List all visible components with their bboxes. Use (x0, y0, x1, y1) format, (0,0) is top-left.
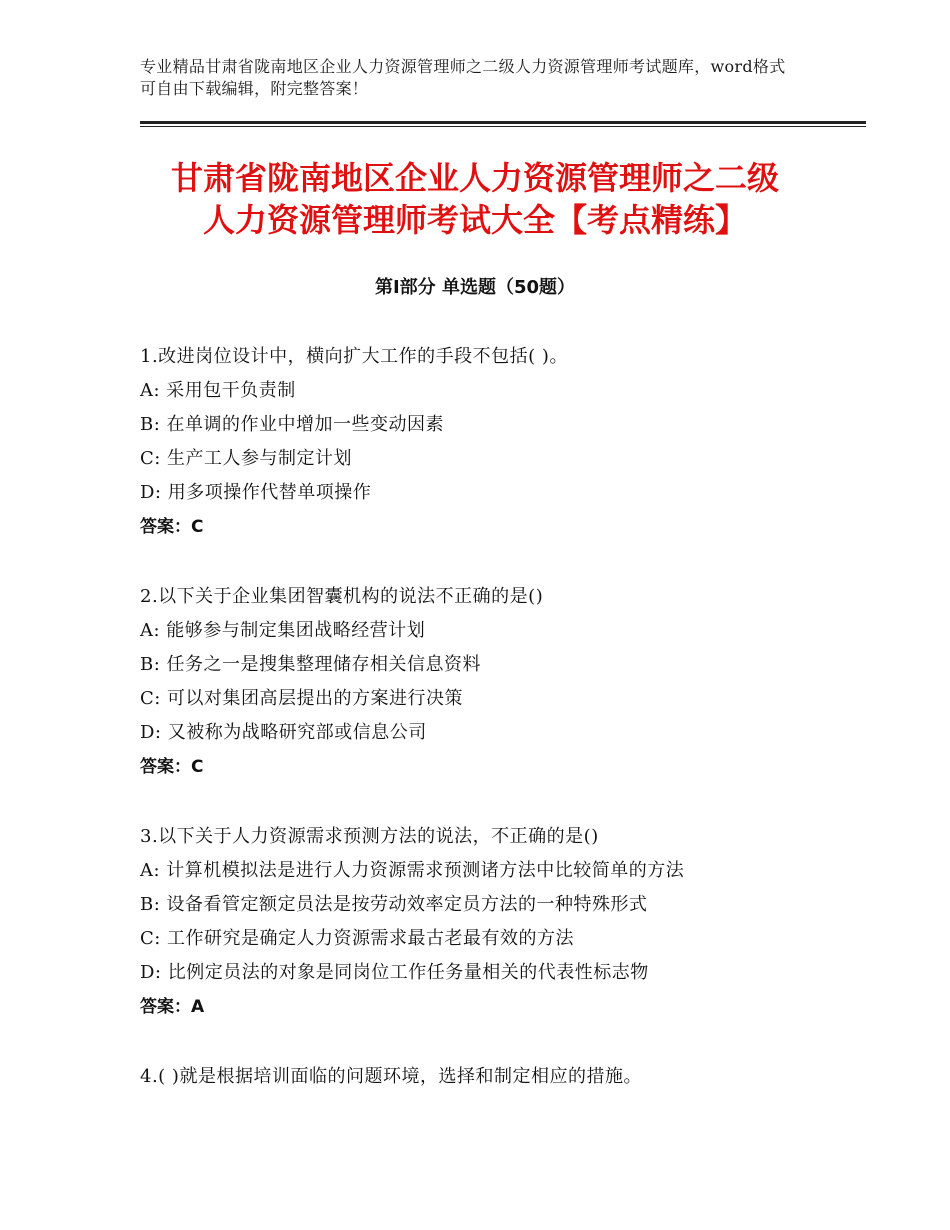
header-note: 专业精品甘肃省陇南地区企业人力资源管理师之二级人力资源管理师考试题库，word格式可自由下载编辑，附完整答案！ (140, 57, 786, 98)
question-stem: 2.以下关于企业集团智囊机构的说法不正确的是() (140, 586, 544, 607)
question-3 (140, 820, 840, 1024)
question-stem: 1.改进岗位设计中，横向扩大工作的手段不包括( )。 (140, 346, 568, 367)
option-c: C: 生产工人参与制定计划 (140, 448, 353, 469)
question-stem: 4.( )就是根据培训面临的问题环境，选择和制定相应的措施。 (140, 1066, 642, 1087)
option-c: C: 可以对集团高层提出的方案进行决策 (140, 688, 464, 709)
question-4 (140, 1060, 840, 1094)
question-1 (140, 340, 840, 544)
answer: 答案：A (140, 997, 205, 1017)
option-d: D: 又被称为战略研究部或信息公司 (140, 722, 427, 743)
header-divider-thin (140, 126, 866, 127)
option-b: B: 任务之一是搜集整理储存相关信息资料 (140, 654, 482, 675)
option-d: D: 用多项操作代替单项操作 (140, 482, 372, 503)
option-b: B: 在单调的作业中增加一些变动因素 (140, 414, 445, 435)
question-2 (140, 580, 840, 784)
document-title (120, 157, 830, 241)
answer: 答案：C (140, 517, 204, 537)
header-divider-thick (140, 121, 866, 124)
document-title-line-1: 甘肃省陇南地区企业人力资源管理师之二级 (170, 159, 779, 197)
option-a: A: 计算机模拟法是进行人力资源需求预测诸方法中比较简单的方法 (140, 860, 685, 881)
option-a: A: 采用包干负责制 (140, 380, 296, 401)
answer: 答案：C (140, 757, 204, 777)
question-list (140, 340, 840, 1130)
option-c: C: 工作研究是确定人力资源需求最古老最有效的方法 (140, 928, 575, 949)
document-title-line-2: 人力资源管理师考试大全【考点精练】 (202, 201, 747, 239)
section-title: 第Ⅰ部分 单选题（50题） (374, 277, 575, 298)
option-a: A: 能够参与制定集团战略经营计划 (140, 620, 426, 641)
question-stem: 3.以下关于人力资源需求预测方法的说法，不正确的是() (140, 826, 599, 847)
option-b: B: 设备看管定额定员法是按劳动效率定员方法的一种特殊形式 (140, 894, 648, 915)
option-d: D: 比例定员法的对象是同岗位工作任务量相关的代表性标志物 (140, 962, 649, 983)
